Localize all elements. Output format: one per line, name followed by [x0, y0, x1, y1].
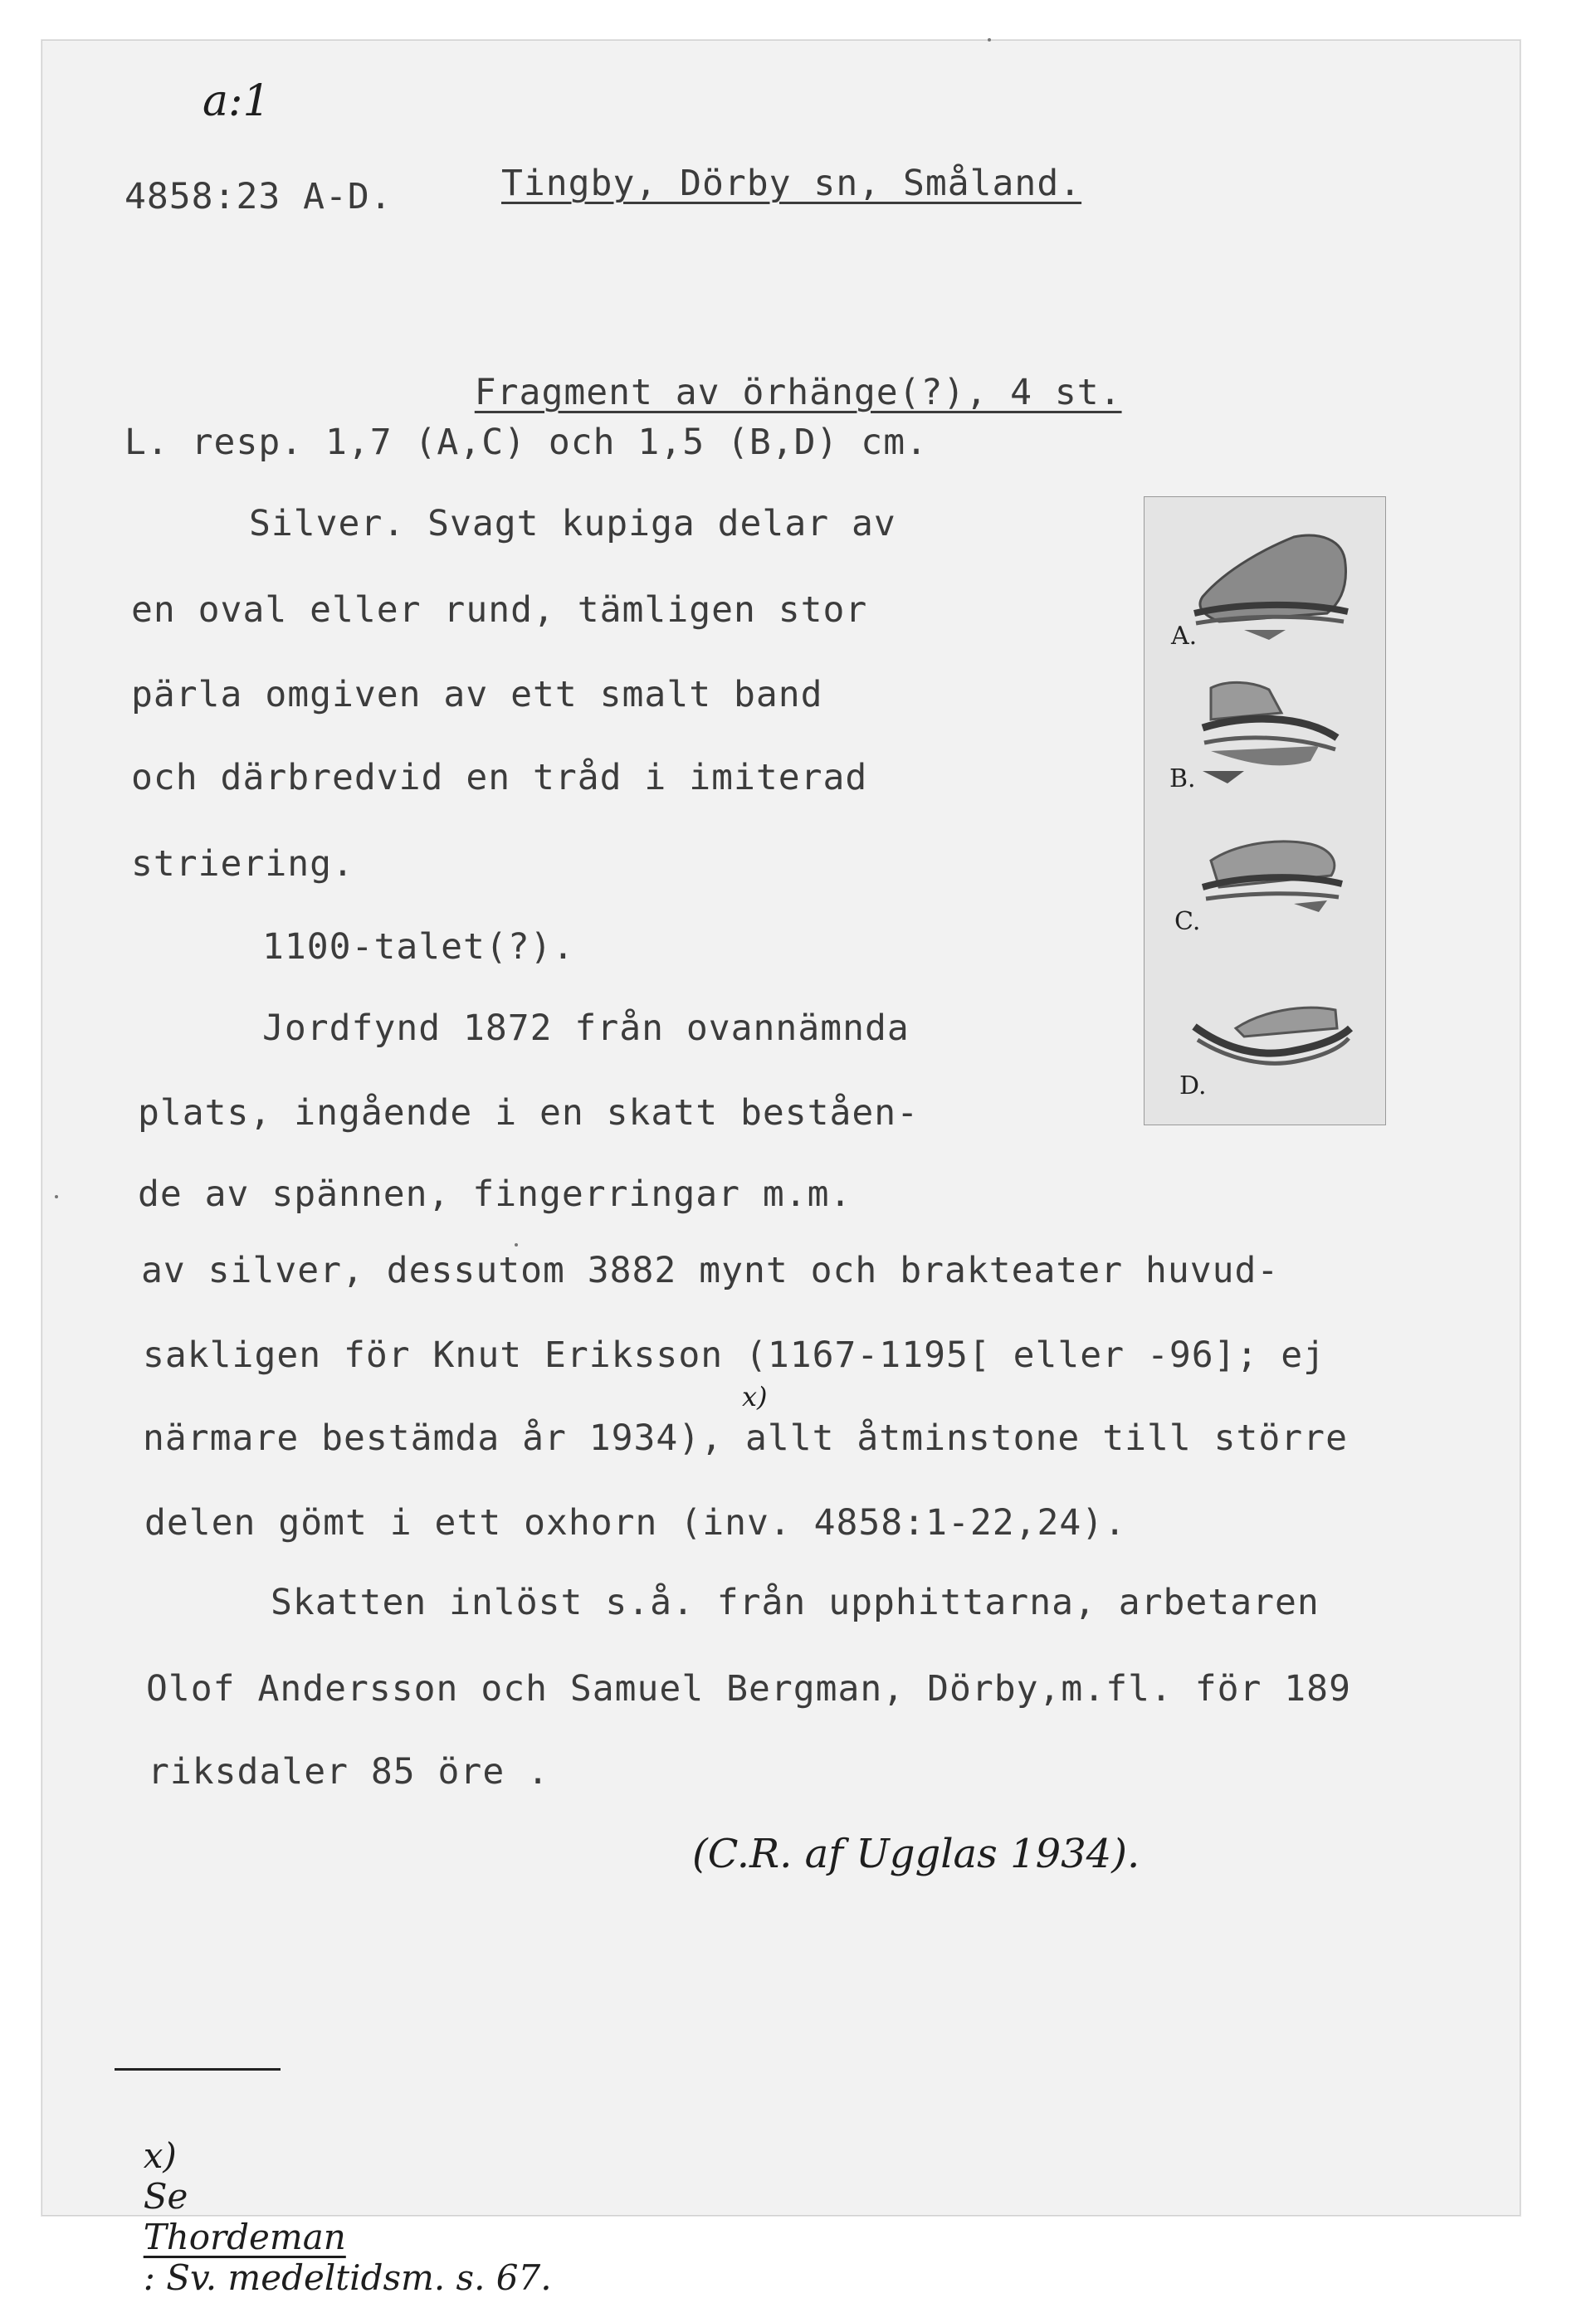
fragment-b-image	[1203, 682, 1337, 783]
desc-line-15: Olof Andersson och Samuel Bergman, Dörby,m.fl. för 189	[146, 1668, 1351, 1710]
fragment-d-image	[1194, 1008, 1350, 1063]
fragment-label-b: B.	[1169, 764, 1196, 793]
footnote-marker-bottom: x)	[143, 2135, 177, 2176]
desc-line-3: pärla omgiven av ett smalt band	[131, 674, 823, 715]
fragment-a-image	[1194, 535, 1348, 640]
speck	[988, 38, 991, 41]
fragment-label-c: C.	[1174, 907, 1201, 936]
corner-note: a:1	[203, 76, 271, 126]
desc-line-14: Skatten inlöst s.å. från upphittarna, arbetaren	[271, 1582, 1320, 1623]
object-title-text: Fragment av örhänge(?), 4 st.	[474, 372, 1122, 413]
desc-line-8: plats, ingående i en skatt beståen-	[138, 1092, 920, 1134]
footnote-marker: x)	[742, 1381, 768, 1412]
desc-line-5: striering.	[131, 843, 354, 885]
desc-line-7: Jordfynd 1872 från ovannämnda	[262, 1008, 910, 1049]
desc-line-6: 1100-talet(?).	[262, 926, 575, 968]
footnote-rule	[115, 2068, 281, 2071]
fragment-label-d: D.	[1179, 1071, 1207, 1100]
footnote	[121, 2095, 552, 2298]
desc-line-12: närmare bestämda år 1934), allt åtminstone till större	[143, 1417, 1348, 1459]
footnote-author: Thordeman	[143, 2217, 346, 2257]
signature: (C.R. af Ugglas 1934).	[692, 1831, 1140, 1877]
catalog-number: 4858:23 A-D.	[124, 176, 393, 217]
artifact-fragments	[1145, 497, 1385, 1125]
measurements: L. resp. 1,7 (A,C) och 1,5 (B,D) cm.	[124, 422, 928, 463]
fragment-label-a: A.	[1171, 622, 1198, 651]
speck	[55, 1195, 58, 1198]
desc-line-4: och därbredvid en tråd i imiterad	[131, 757, 868, 798]
find-location: Tingby, Dörby sn, Småland.	[501, 163, 1082, 204]
desc-line-10: av silver, dessutom 3882 mynt och brakteater huvud-	[141, 1250, 1280, 1291]
fragment-c-image	[1203, 842, 1342, 912]
speck	[515, 1243, 518, 1247]
desc-line-1: Silver. Svagt kupiga delar av	[249, 503, 896, 544]
desc-line-2: en oval eller rund, tämligen stor	[131, 589, 868, 631]
object-title	[430, 330, 1122, 413]
desc-line-13: delen gömt i ett oxhorn (inv. 4858:1-22,24).	[144, 1502, 1127, 1544]
desc-line-11: sakligen för Knut Eriksson (1167-1195[ eller -96]; ej	[143, 1334, 1326, 1376]
footnote-pre: Se	[143, 2176, 199, 2217]
footnote-post: : Sv. medeltidsm. s. 67.	[143, 2257, 552, 2298]
artifact-photo	[1144, 496, 1386, 1125]
desc-line-9: de av spännen, fingerringar m.m.	[138, 1173, 852, 1215]
desc-line-16: riksdaler 85 öre .	[148, 1751, 549, 1793]
